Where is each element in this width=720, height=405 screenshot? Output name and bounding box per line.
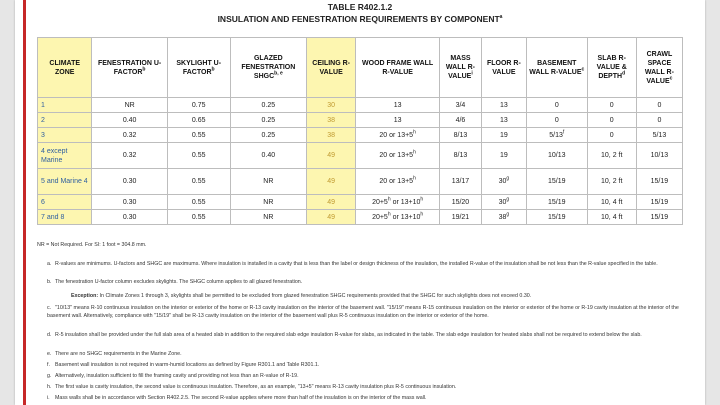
table-cell: NR xyxy=(92,98,167,113)
table-cell: 15/19 xyxy=(636,195,682,210)
climate-zone-cell: 3 xyxy=(38,128,92,143)
column-header: SLAB R-VALUE & DEPTH$^d$ xyxy=(587,38,636,98)
table-cell: 10/13 xyxy=(636,143,682,169)
climate-zone-cell: 6 xyxy=(38,195,92,210)
table-cell: 8/13 xyxy=(440,143,482,169)
table-cell: 0.40 xyxy=(92,113,167,128)
table-cell: 10, 4 ft xyxy=(587,195,636,210)
climate-zone-cell: 4 except Marine xyxy=(38,143,92,169)
table-cell: 30$^g$ xyxy=(481,195,526,210)
table-cell: 4/6 xyxy=(440,113,482,128)
table-cell: 0 xyxy=(636,113,682,128)
table-cell: 49 xyxy=(307,143,356,169)
table-cell: 0.55 xyxy=(167,169,230,195)
table-cell: 15/19 xyxy=(526,210,587,225)
table-cell: 8/13 xyxy=(440,128,482,143)
footnote: d. R-5 insulation shall be provided under the full slab area of a heated slab in addition to the required slab edge insulation R-value for slabs, as indicated in the table. The slab edge insulation for heated slabs shall not be required to extend below the slab. xyxy=(47,332,642,338)
footnote: e. There are no SHGC requirements in the Marine Zone. xyxy=(47,351,182,357)
footnote: Exception: In Climate Zones 1 through 3, skylights shall be permitted to be excluded from glazed fenestration SHGC requirements provided that the SHGC for such skylights does not exceed 0.30. xyxy=(71,293,532,299)
table-cell: 13 xyxy=(356,98,440,113)
footnote: i. Mass walls shall be in accordance with Section R402.2.5. The second R-value applies where more than half of the insulation is on the interior of the mass wall. xyxy=(47,395,427,401)
table-row xyxy=(38,195,683,210)
table-cell: 15/19 xyxy=(636,210,682,225)
page-accent-bar xyxy=(23,0,26,405)
table-cell: 15/19 xyxy=(636,169,682,195)
column-header: FENESTRATION U-FACTOR$^b$ xyxy=(92,38,167,98)
table-cell: 49 xyxy=(307,195,356,210)
table-body xyxy=(38,98,683,225)
table-cell: 49 xyxy=(307,210,356,225)
table-cell: 10, 2 ft xyxy=(587,143,636,169)
table-cell: 3/4 xyxy=(440,98,482,113)
table-cell: 0.30 xyxy=(92,169,167,195)
table-cell: 38 xyxy=(307,128,356,143)
column-header: CRAWL SPACE WALL R-VALUE$^c$ xyxy=(636,38,682,98)
table-cell: 30 xyxy=(307,98,356,113)
table-cell: 0 xyxy=(526,98,587,113)
footnote: h. The first value is cavity insulation, the second value is continuous insulation. Therefore, as an example, "13+5" means R-13 cavity insulation plus R-5 continuous insulation. xyxy=(47,384,457,390)
insulation-table xyxy=(37,37,683,225)
table-cell: 0.25 xyxy=(230,113,306,128)
table-cell: 0.32 xyxy=(92,143,167,169)
table-cell: 0.32 xyxy=(92,128,167,143)
climate-zone-cell: 7 and 8 xyxy=(38,210,92,225)
table-cell: NR xyxy=(230,195,306,210)
climate-zone-cell: 2 xyxy=(38,113,92,128)
nr-note: NR = Not Required. For SI: 1 foot = 304.8 mm. xyxy=(37,242,147,248)
table-title: TABLE R402.1.2 xyxy=(327,2,393,12)
column-header: GLAZED FENESTRATION SHGC$^{b, e}$ xyxy=(230,38,306,98)
footnote: f. Basement wall insulation is not required in warm-humid locations as defined by Figure R301.1 and Table R301.1. xyxy=(47,362,320,368)
table-cell: 15/19 xyxy=(526,195,587,210)
table-cell: 10/13 xyxy=(526,143,587,169)
table-cell: 20 or $13+5^h$ xyxy=(356,128,440,143)
table-row xyxy=(38,98,683,113)
table-cell: 19 xyxy=(481,128,526,143)
footnote: b. The fenestration U-factor column excludes skylights. The SHGC column applies to all glazed fenestration. xyxy=(47,279,303,285)
table-cell: 19 xyxy=(481,143,526,169)
table-cell: 0 xyxy=(526,113,587,128)
column-header: FLOOR R-VALUE xyxy=(481,38,526,98)
table-cell: 13 xyxy=(481,98,526,113)
table-cell: 0.55 xyxy=(167,143,230,169)
table-cell: 0 xyxy=(587,113,636,128)
table-header-row xyxy=(38,38,683,98)
table-cell: 15/20 xyxy=(440,195,482,210)
column-header: CLIMATE ZONE xyxy=(38,38,92,98)
table-cell: NR xyxy=(230,169,306,195)
table-cell: 13 xyxy=(481,113,526,128)
table-cell: 5/13$^f$ xyxy=(526,128,587,143)
table-cell: 19/21 xyxy=(440,210,482,225)
document-page xyxy=(15,0,705,405)
column-header: CEILING R-VALUE xyxy=(307,38,356,98)
table-cell: 13/17 xyxy=(440,169,482,195)
table-row xyxy=(38,113,683,128)
table-cell: 0.30 xyxy=(92,210,167,225)
table-cell: NR xyxy=(230,210,306,225)
climate-zone-cell: 5 and Marine 4 xyxy=(38,169,92,195)
footnote: a. R-values are minimums. U-factors and SHGC are maximums. Where insulation is installed in a cavity that is less than the label or design thickness of the insulation, the installed R-value of the insulation shall be not less than the R-value specified in the table. xyxy=(47,261,658,267)
table-cell: 0.65 xyxy=(167,113,230,128)
table-cell: 38 xyxy=(307,113,356,128)
table-cell: 10, 2 ft xyxy=(587,169,636,195)
table-cell: 0.25 xyxy=(230,98,306,113)
table-row xyxy=(38,169,683,195)
column-header: WOOD FRAME WALL R-VALUE xyxy=(356,38,440,98)
table-cell: 0 xyxy=(636,98,682,113)
footnote: c. "10/13" means R-10 continuous insulation on the interior or exterior of the home or R-13 cavity insulation on the interior of the basement wall. "15/19" means R-15 continuous insulation on the interior or exterior of the home or R-19 cavity insulation at the interior of the basement wall. Alternatively, compliance with "15/19" shall be R-13 cavity insulation on the interior of the basement wall plus R-5 continuous insulation on the interior or exterior of the home. xyxy=(47,305,679,319)
table-cell: 13 xyxy=(356,113,440,128)
table-cell: 0 xyxy=(587,98,636,113)
table-cell: 0.40 xyxy=(230,143,306,169)
table-cell: 0.30 xyxy=(92,195,167,210)
footnote: g. Alternatively, insulation sufficient to fill the framing cavity and providing not less than an R-value of R-19. xyxy=(47,373,299,379)
table-cell: $20+5^h$ or $13+10^h$ xyxy=(356,195,440,210)
table-row xyxy=(38,210,683,225)
table-cell: 30$^g$ xyxy=(481,169,526,195)
climate-zone-cell: 1 xyxy=(38,98,92,113)
table-cell: 0.55 xyxy=(167,210,230,225)
table-cell: 0.55 xyxy=(167,128,230,143)
column-header: SKYLIGHT U-FACTOR$^b$ xyxy=(167,38,230,98)
table-cell: 0 xyxy=(587,128,636,143)
table-cell: 0.75 xyxy=(167,98,230,113)
table-cell: $20+5^h$ or $13+10^h$ xyxy=(356,210,440,225)
table-cell: 5/13 xyxy=(636,128,682,143)
table-subtitle: INSULATION AND FENESTRATION REQUIREMENTS BY COMPONENT$^a$ xyxy=(217,14,503,24)
table-cell: 15/19 xyxy=(526,169,587,195)
table-cell: 20 or $13+5^h$ xyxy=(356,169,440,195)
column-header: MASS WALL R-VALUE$^i$ xyxy=(440,38,482,98)
table-cell: 0.25 xyxy=(230,128,306,143)
table-cell: 0.55 xyxy=(167,195,230,210)
table-cell: 49 xyxy=(307,169,356,195)
table-cell: 20 or $13+5^h$ xyxy=(356,143,440,169)
table-cell: 10, 4 ft xyxy=(587,210,636,225)
table-row xyxy=(38,143,683,169)
table-cell: 38$^g$ xyxy=(481,210,526,225)
column-header: BASEMENT WALL R-VALUE$^c$ xyxy=(526,38,587,98)
table-row xyxy=(38,128,683,143)
